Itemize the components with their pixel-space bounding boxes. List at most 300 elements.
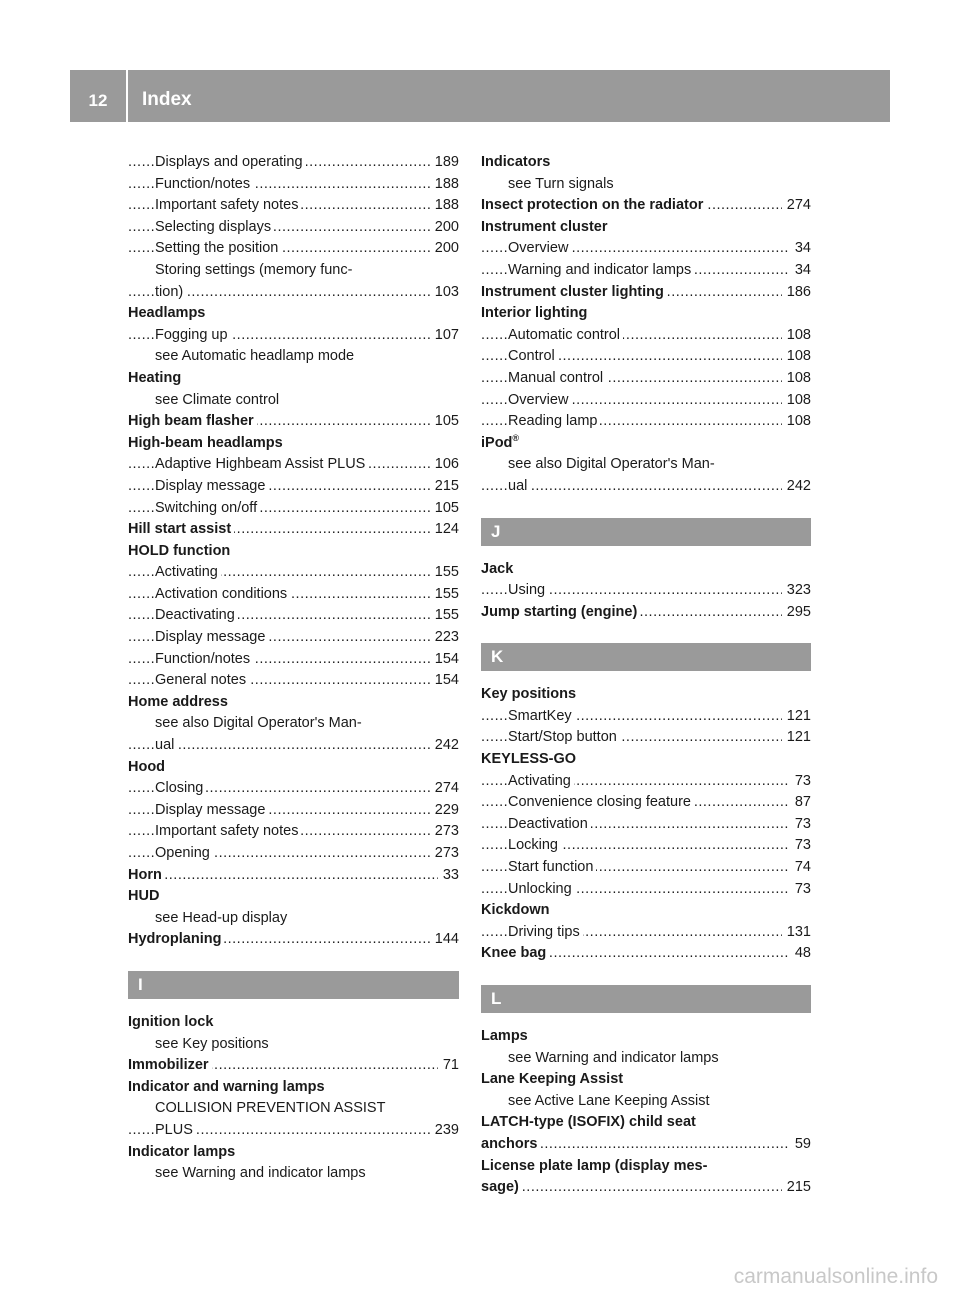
entry-label: see Key positions: [155, 1035, 269, 1052]
index-subentry: [128, 454, 459, 476]
entry-label: HUD: [128, 888, 160, 905]
index-subentry: [128, 152, 459, 174]
entry-label: Automatic control: [508, 326, 621, 343]
letter-heading: I: [128, 971, 459, 999]
index-subentry: [128, 325, 459, 347]
index-entry: [481, 1069, 811, 1091]
entry-label: Jump starting (engine): [481, 603, 638, 620]
index-entry: [481, 1156, 811, 1178]
entry-label: Start/Stop button: [508, 729, 617, 746]
page-reference: 105: [430, 498, 459, 520]
entry-text: [155, 500, 260, 516]
entry-label: High beam flasher: [128, 413, 254, 430]
entry-label: Function/notes: [155, 175, 251, 192]
entry-text: [508, 924, 583, 940]
entry-text: [155, 910, 290, 926]
entry-label: Display message: [155, 477, 266, 494]
page-reference: 239: [430, 1120, 459, 1142]
entry-label: PLUS: [155, 1121, 193, 1138]
entry-text: [481, 1071, 626, 1087]
entry-label: Important safety notes: [155, 823, 299, 840]
page-reference: 34: [790, 238, 811, 260]
page-reference: 155: [430, 584, 459, 606]
entry-text: [481, 1114, 699, 1130]
entry-label: see Head-up display: [155, 909, 288, 926]
entry-label: Kickdown: [481, 902, 550, 919]
entry-label: Warning and indicator lamps: [508, 261, 692, 278]
entry-label: Knee bag: [481, 945, 547, 962]
entry-label: Ignition lock: [128, 1013, 214, 1030]
entry-text: [155, 802, 268, 818]
index-entry: [128, 1012, 459, 1034]
index-subentry: [128, 843, 459, 865]
entry-text: [155, 607, 238, 623]
entry-label: Display message: [155, 629, 266, 646]
entry-label: Instrument cluster: [481, 218, 608, 235]
page-reference: 131: [782, 922, 811, 944]
index-entry: [128, 1142, 459, 1164]
entry-label: tion): [155, 283, 184, 300]
page-reference: 223: [430, 627, 459, 649]
index-entry: [128, 865, 459, 887]
entry-text: [155, 240, 281, 256]
index-subentry: [481, 260, 811, 282]
entry-text: [508, 370, 606, 386]
index-subentry: [128, 476, 459, 498]
entry-text: [155, 1100, 388, 1116]
entry-label: Home address: [128, 693, 228, 710]
entry-text: [508, 348, 558, 364]
entry-text: [155, 478, 268, 494]
entry-label: High-beam headlamps: [128, 434, 283, 451]
index-subentry: [128, 346, 459, 368]
index-entry: [481, 152, 811, 174]
entry-text: [481, 219, 611, 235]
entry-label: Instrument cluster lighting: [481, 283, 664, 300]
index-subentry: [128, 217, 459, 239]
entry-label: Convenience closing feature: [508, 794, 691, 811]
letter-heading: J: [481, 518, 811, 546]
index-subentry: [128, 1120, 459, 1142]
entry-label: Display message: [155, 801, 266, 818]
page-reference: 154: [430, 670, 459, 692]
page-reference: 48: [790, 943, 811, 965]
index-entry: [481, 1177, 811, 1199]
page-reference: 71: [438, 1055, 459, 1077]
entry-text: [508, 1050, 722, 1066]
entry-text: [155, 262, 355, 278]
entry-label: Activating: [155, 564, 218, 581]
index-entry: [481, 433, 811, 455]
page-reference: 108: [782, 346, 811, 368]
index-subentry: [481, 1048, 811, 1070]
index-entry: [128, 303, 459, 325]
index-subentry: [481, 879, 811, 901]
entry-label: see Warning and indicator lamps: [155, 1165, 366, 1182]
entry-text: [155, 564, 221, 580]
entry-text: [128, 931, 224, 947]
entry-text: [508, 327, 623, 343]
entry-label: COLLISION PREVENTION ASSIST: [155, 1100, 386, 1117]
entry-text: [481, 305, 590, 321]
index-entry: [128, 1055, 459, 1077]
entry-text: [155, 586, 290, 602]
page-reference: 33: [438, 865, 459, 887]
entry-label: HOLD function: [128, 542, 231, 559]
index-entry: [481, 1112, 811, 1134]
entry-text: [155, 672, 249, 688]
index-subentry: [481, 454, 811, 476]
entry-label: Selecting displays: [155, 218, 272, 235]
index-subentry: [481, 727, 811, 749]
entry-text: [481, 432, 522, 451]
entry-text: [155, 284, 186, 300]
index-entry: [128, 368, 459, 390]
page-header: [70, 70, 890, 122]
entry-label: Adaptive Highbeam Assist PLUS: [155, 456, 366, 473]
entry-label: Unlocking: [508, 880, 572, 897]
index-entry: [481, 602, 811, 624]
entry-text: [481, 945, 549, 961]
page-reference: 189: [430, 152, 459, 174]
index-subentry: [128, 778, 459, 800]
index-subentry: [128, 174, 459, 196]
entry-text: [155, 327, 231, 343]
entry-label: Reading lamp: [508, 413, 598, 430]
entry-text: [128, 1144, 238, 1160]
page-reference: 274: [782, 195, 811, 217]
entry-label: anchors: [481, 1135, 538, 1152]
entry-text: [508, 582, 548, 598]
page-reference: 155: [430, 562, 459, 584]
entry-text: [155, 456, 368, 472]
index-subentry: [128, 605, 459, 627]
index-column-right: [481, 152, 811, 1199]
page-reference: 103: [430, 282, 459, 304]
entry-text: [481, 197, 706, 213]
index-subentry: [128, 821, 459, 843]
entry-text: [128, 694, 231, 710]
page-reference: 200: [430, 238, 459, 260]
index-entry: [481, 282, 811, 304]
entry-label: Insect protection on the radiator: [481, 197, 704, 214]
index-subentry: [128, 908, 459, 930]
entry-text: [508, 773, 574, 789]
index-subentry: [128, 584, 459, 606]
page-reference: 121: [782, 706, 811, 728]
entry-label: Activating: [508, 772, 571, 789]
index-entry: [481, 195, 811, 217]
index-entry: [128, 1077, 459, 1099]
footer-watermark: carmanualsonline.info: [733, 1265, 938, 1288]
page-reference: 73: [790, 771, 811, 793]
letter-heading: L: [481, 985, 811, 1013]
entry-text: [508, 240, 571, 256]
index-subentry: [481, 835, 811, 857]
entry-text: [128, 867, 165, 883]
entry-text: [508, 456, 718, 472]
index-entry: [128, 692, 459, 714]
entry-text: [481, 902, 552, 918]
index-entry: [128, 929, 459, 951]
entry-label: Deactivation: [508, 815, 588, 832]
entry-label: Horn: [128, 866, 162, 883]
entry-label: see also Digital Operator's Man-: [155, 715, 362, 732]
entry-text: [508, 478, 530, 494]
letter-heading: K: [481, 643, 811, 671]
entry-text: [155, 1036, 272, 1052]
index-subentry: [481, 390, 811, 412]
entry-label: Indicator lamps: [128, 1143, 236, 1160]
page-reference: 215: [782, 1177, 811, 1199]
page-reference: 121: [782, 727, 811, 749]
page-reference: 124: [430, 519, 459, 541]
page-reference: 215: [430, 476, 459, 498]
entry-label: Lamps: [481, 1028, 528, 1044]
entry-text: [481, 284, 667, 300]
page-reference: 87: [790, 792, 811, 814]
page-reference: 188: [430, 174, 459, 196]
index-entry: [481, 1134, 811, 1156]
entry-text: [508, 176, 617, 192]
entry-label: Displays and operating: [155, 154, 303, 170]
index-subentry: [128, 282, 459, 304]
page-reference: 108: [782, 390, 811, 412]
index-subentry: [481, 238, 811, 260]
page-reference: 108: [782, 411, 811, 433]
entry-label: Fogging up: [155, 326, 228, 343]
entry-text: [155, 219, 274, 235]
entry-label: see also Digital Operator's Man-: [508, 456, 715, 473]
index-subentry: [481, 1091, 811, 1113]
header-divider: [126, 70, 128, 122]
entry-label: Heating: [128, 369, 182, 386]
index-subentry: [128, 238, 459, 260]
registered-mark: ®: [512, 432, 520, 443]
entry-text: [481, 1136, 540, 1152]
entry-text: [508, 1093, 713, 1109]
page-reference: 154: [430, 649, 459, 671]
index-entry: [128, 886, 459, 908]
entry-text: [155, 1165, 369, 1181]
entry-label: Lane Keeping Assist: [481, 1071, 624, 1088]
page-reference: 242: [782, 476, 811, 498]
entry-label: Control: [508, 348, 555, 365]
index-subentry: [128, 800, 459, 822]
entry-label: Locking: [508, 837, 558, 854]
entry-text: [508, 859, 596, 875]
entry-label: KEYLESS-GO: [481, 751, 577, 768]
page-reference: 108: [782, 325, 811, 347]
index-subentry: [481, 771, 811, 793]
entry-text: [508, 837, 561, 853]
entry-label: Overview: [508, 391, 569, 408]
index-subentry: [128, 562, 459, 584]
index-entry: [481, 900, 811, 922]
index-entry: [481, 749, 811, 771]
entry-text: [508, 816, 591, 832]
entry-text: [481, 1179, 522, 1195]
entry-text: [128, 435, 286, 451]
index-subentry: [481, 325, 811, 347]
entry-label: Hill start assist: [128, 521, 232, 538]
entry-label: Indicator and warning lamps: [128, 1078, 325, 1095]
index-subentry: [481, 922, 811, 944]
index-subentry: [481, 368, 811, 390]
entry-label: Function/notes: [155, 650, 251, 667]
index-entry: [481, 559, 811, 581]
index-entry: [481, 217, 811, 239]
entry-label: General notes: [155, 672, 247, 689]
index-entry: [481, 303, 811, 325]
entry-label: iPod: [481, 434, 513, 451]
page-reference: 323: [782, 580, 811, 602]
entry-text: [155, 176, 253, 192]
index-subentry: [481, 814, 811, 836]
entry-text: [128, 543, 233, 559]
index-entry: [128, 433, 459, 455]
page-reference: 34: [790, 260, 811, 282]
entry-label: Immobilizer: [128, 1057, 209, 1074]
entry-text: [481, 751, 579, 767]
entry-text: [155, 348, 357, 364]
page-reference: 186: [782, 282, 811, 304]
index-subentry: [128, 390, 459, 412]
entry-text: [481, 1028, 531, 1044]
index-subentry: [481, 857, 811, 879]
entry-text: [155, 629, 268, 645]
page-reference: 107: [430, 325, 459, 347]
entry-label: Activation conditions: [155, 585, 288, 602]
entry-label: SmartKey: [508, 707, 572, 724]
page-reference: 273: [430, 821, 459, 843]
page-reference: 274: [430, 778, 459, 800]
entry-label: Overview: [508, 240, 569, 257]
index-subentry: [128, 670, 459, 692]
entry-label: see Automatic headlamp mode: [155, 348, 355, 365]
entry-text: [508, 392, 571, 408]
entry-text: [128, 759, 168, 775]
page-reference: 73: [790, 835, 811, 857]
page-reference: 106: [430, 454, 459, 476]
entry-label: Start function: [508, 859, 594, 876]
entry-text: [508, 881, 575, 897]
entry-text: [481, 561, 516, 577]
index-subentry: [481, 580, 811, 602]
page-reference: 242: [430, 735, 459, 757]
entry-text: [155, 737, 177, 753]
entry-label: see Turn signals: [508, 175, 614, 192]
entry-text: [155, 780, 206, 796]
page-reference: 229: [430, 800, 459, 822]
index-subentry: [128, 649, 459, 671]
index-subentry: [481, 476, 811, 498]
entry-text: [155, 392, 282, 408]
entry-label: Driving tips: [508, 923, 580, 940]
entry-label: Important safety notes: [155, 197, 299, 214]
entry-text: [481, 1158, 710, 1174]
entry-label: Headlamps: [128, 305, 206, 322]
index-entry: [481, 943, 811, 965]
entry-text: [155, 845, 213, 861]
index-column-left: [128, 152, 459, 1185]
entry-label: Key positions: [481, 686, 577, 703]
page-number: 12: [88, 91, 108, 110]
entry-label: LATCH-type (ISOFIX) child seat: [481, 1114, 696, 1131]
page-reference: 108: [782, 368, 811, 390]
page-reference: 59: [790, 1134, 811, 1156]
entry-text: [128, 305, 208, 321]
index-subentry: [128, 195, 459, 217]
entry-label: Using: [508, 582, 546, 599]
index-subentry: [128, 735, 459, 757]
page-reference: 105: [430, 411, 459, 433]
entry-text: [128, 1014, 216, 1030]
index-entry: [128, 541, 459, 563]
entry-label: Switching on/off: [155, 499, 258, 516]
entry-label: Opening: [155, 845, 210, 861]
entry-label: see Warning and indicator lamps: [508, 1049, 719, 1066]
entry-text: [155, 715, 365, 731]
entry-text: [481, 154, 553, 170]
entry-text: [481, 686, 579, 702]
section-title: Index: [142, 89, 192, 110]
entry-text: [508, 794, 694, 810]
page-reference: 74: [790, 857, 811, 879]
entry-text: [155, 197, 301, 213]
entry-text: [128, 1057, 212, 1073]
entry-label: ual: [155, 737, 175, 754]
index-entry: [481, 1026, 811, 1048]
index-subentry: [481, 792, 811, 814]
entry-text: [128, 521, 234, 537]
page-reference: 273: [430, 843, 459, 865]
entry-text: [128, 413, 257, 429]
index-subentry: [128, 713, 459, 735]
index-subentry: [128, 260, 459, 282]
entry-label: Indicators: [481, 154, 551, 170]
entry-text: [128, 370, 184, 386]
index-subentry: [481, 174, 811, 196]
entry-label: see Active Lane Keeping Assist: [508, 1092, 710, 1109]
page-reference: 73: [790, 814, 811, 836]
index-subentry: [481, 411, 811, 433]
page-reference: 188: [430, 195, 459, 217]
entry-text: [508, 262, 694, 278]
page-reference: 73: [790, 879, 811, 901]
entry-label: see Climate control: [155, 391, 280, 408]
index-entry: [481, 684, 811, 706]
entry-label: Closing: [155, 780, 204, 797]
index-subentry: [481, 346, 811, 368]
entry-label: Manual control: [508, 369, 604, 386]
entry-text: [155, 823, 301, 839]
entry-label: Interior lighting: [481, 305, 588, 322]
index-subentry: [128, 1163, 459, 1185]
entry-label: License plate lamp (display mes-: [481, 1157, 708, 1174]
entry-label: Jack: [481, 560, 514, 577]
entry-text: [508, 413, 600, 429]
index-subentry: [128, 627, 459, 649]
entry-text: [508, 708, 575, 724]
page-reference: 155: [430, 605, 459, 627]
entry-label: Hydroplaning: [128, 931, 222, 948]
entry-label: Setting the position: [155, 240, 279, 257]
page-reference: 295: [782, 602, 811, 624]
index-subentry: [128, 1098, 459, 1120]
entry-text: [155, 1122, 196, 1138]
index-entry: [128, 757, 459, 779]
